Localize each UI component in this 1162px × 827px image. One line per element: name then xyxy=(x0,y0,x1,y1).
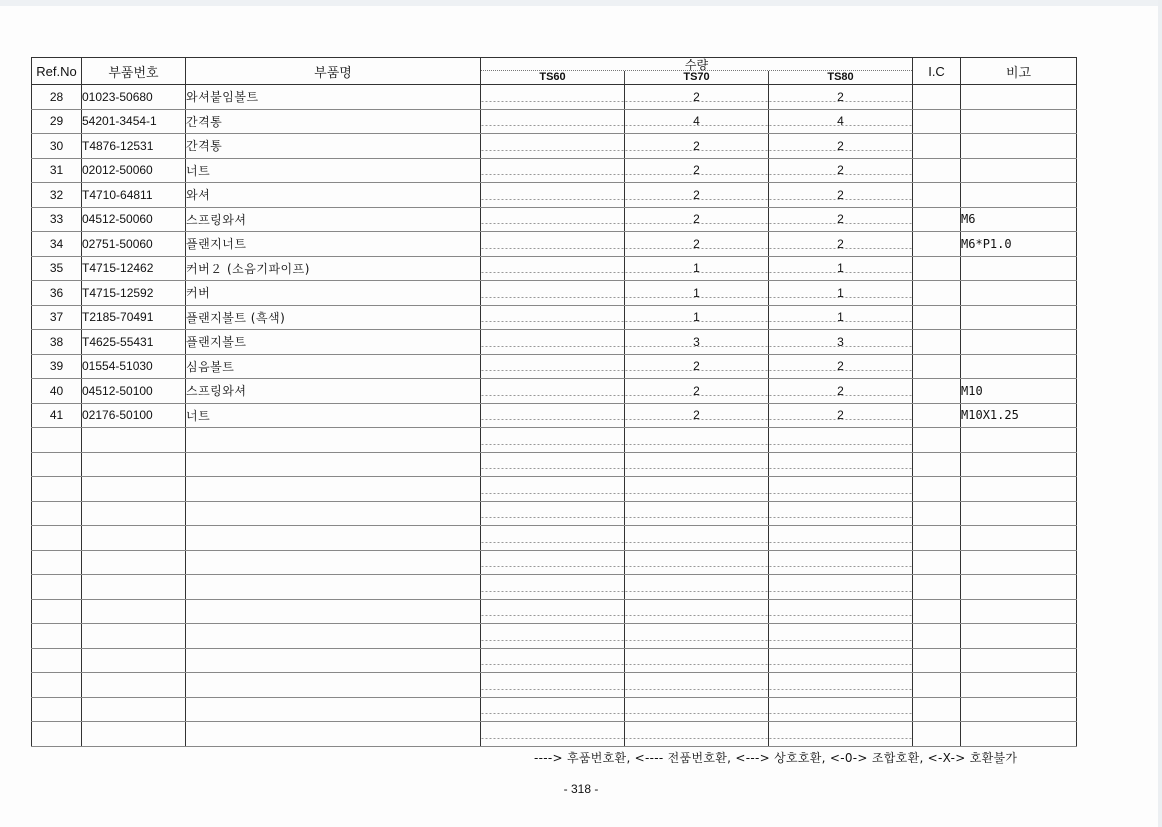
row-qty-ts70: 2 xyxy=(625,232,769,257)
row-part-name xyxy=(186,648,481,673)
table-row xyxy=(32,722,1077,747)
row-remark xyxy=(961,330,1077,355)
row-ref-no xyxy=(32,599,82,624)
row-ic xyxy=(913,330,961,355)
row-ic xyxy=(913,379,961,404)
row-ic xyxy=(913,575,961,600)
header-model-ts80: TS80 xyxy=(827,71,854,83)
row-qty-ts60 xyxy=(481,599,625,624)
scan-edge-top xyxy=(0,0,1162,6)
row-part-no: T4715-12592 xyxy=(82,281,186,306)
table-row xyxy=(32,575,1077,600)
row-ref-no: 38 xyxy=(32,330,82,355)
row-qty-ts60 xyxy=(481,109,625,134)
row-ref-no: 36 xyxy=(32,281,82,306)
row-ic xyxy=(913,526,961,551)
row-ic xyxy=(913,158,961,183)
row-ic xyxy=(913,673,961,698)
row-part-name: 심음볼트 xyxy=(186,354,481,379)
row-remark xyxy=(961,281,1077,306)
row-qty-ts80 xyxy=(769,428,913,453)
row-part-no xyxy=(82,722,186,747)
row-ref-no xyxy=(32,452,82,477)
row-qty-ts70: 2 xyxy=(625,134,769,159)
row-qty-ts70 xyxy=(625,624,769,649)
row-part-name xyxy=(186,575,481,600)
row-qty-ts60 xyxy=(481,428,625,453)
row-ic xyxy=(913,109,961,134)
row-part-no: T4710-64811 xyxy=(82,183,186,208)
row-ic xyxy=(913,599,961,624)
row-ref-no xyxy=(32,477,82,502)
row-qty-ts70 xyxy=(625,697,769,722)
row-part-name: 스프링와셔 xyxy=(186,379,481,404)
table-row xyxy=(32,85,1077,110)
row-qty-ts60 xyxy=(481,403,625,428)
row-qty-ts60 xyxy=(481,722,625,747)
row-remark xyxy=(961,501,1077,526)
row-qty-ts70 xyxy=(625,673,769,698)
row-ref-no: 39 xyxy=(32,354,82,379)
header-ic: I.C xyxy=(913,58,961,85)
row-qty-ts60 xyxy=(481,501,625,526)
row-ic xyxy=(913,550,961,575)
row-qty-ts80: 2 xyxy=(769,354,913,379)
table-row xyxy=(32,330,1077,355)
row-ref-no xyxy=(32,722,82,747)
row-part-name xyxy=(186,722,481,747)
row-part-no: 02751-50060 xyxy=(82,232,186,257)
row-ic xyxy=(913,403,961,428)
table-row xyxy=(32,403,1077,428)
row-qty-ts80 xyxy=(769,648,913,673)
row-qty-ts80: 3 xyxy=(769,330,913,355)
row-qty-ts60 xyxy=(481,85,625,110)
row-part-name xyxy=(186,526,481,551)
row-remark xyxy=(961,624,1077,649)
row-part-no xyxy=(82,575,186,600)
row-ref-no: 35 xyxy=(32,256,82,281)
row-remark xyxy=(961,697,1077,722)
row-part-name xyxy=(186,452,481,477)
row-part-no xyxy=(82,428,186,453)
row-qty-ts60 xyxy=(481,673,625,698)
table-row xyxy=(32,673,1077,698)
row-ref-no xyxy=(32,428,82,453)
row-remark xyxy=(961,452,1077,477)
row-qty-ts70: 2 xyxy=(625,183,769,208)
row-remark xyxy=(961,305,1077,330)
page-number: - 318 - xyxy=(563,782,599,796)
row-qty-ts60 xyxy=(481,305,625,330)
row-qty-ts70 xyxy=(625,550,769,575)
header-remarks: 비고 xyxy=(961,58,1077,85)
row-part-no xyxy=(82,452,186,477)
row-remark xyxy=(961,722,1077,747)
row-remark: M6*P1.0 xyxy=(961,232,1077,257)
row-qty-ts60 xyxy=(481,526,625,551)
row-qty-ts60 xyxy=(481,158,625,183)
row-qty-ts60 xyxy=(481,281,625,306)
row-part-no xyxy=(82,648,186,673)
table-row xyxy=(32,428,1077,453)
table-body xyxy=(32,85,1077,747)
row-qty-ts70 xyxy=(625,452,769,477)
row-ref-no xyxy=(32,575,82,600)
row-qty-ts70: 2 xyxy=(625,85,769,110)
table-row xyxy=(32,305,1077,330)
row-part-name xyxy=(186,428,481,453)
row-remark: M6 xyxy=(961,207,1077,232)
row-ref-no: 29 xyxy=(32,109,82,134)
row-ref-no xyxy=(32,624,82,649)
row-part-name: 플랜지볼트 (흑색) xyxy=(186,305,481,330)
row-qty-ts70 xyxy=(625,526,769,551)
row-qty-ts80 xyxy=(769,477,913,502)
row-qty-ts70 xyxy=(625,477,769,502)
row-ic xyxy=(913,477,961,502)
row-part-no xyxy=(82,477,186,502)
row-ic xyxy=(913,232,961,257)
row-qty-ts70: 2 xyxy=(625,403,769,428)
row-ic xyxy=(913,281,961,306)
row-qty-ts80 xyxy=(769,673,913,698)
row-part-no: 02176-50100 xyxy=(82,403,186,428)
row-part-name xyxy=(186,697,481,722)
row-ic xyxy=(913,452,961,477)
table-row xyxy=(32,134,1077,159)
table-row xyxy=(32,232,1077,257)
table-row xyxy=(32,624,1077,649)
row-part-name: 간격통 xyxy=(186,109,481,134)
row-ref-no: 34 xyxy=(32,232,82,257)
row-qty-ts70: 1 xyxy=(625,281,769,306)
row-qty-ts70 xyxy=(625,722,769,747)
row-ic xyxy=(913,207,961,232)
row-part-no: T2185-70491 xyxy=(82,305,186,330)
row-part-no: 01554-51030 xyxy=(82,354,186,379)
row-qty-ts70: 1 xyxy=(625,256,769,281)
row-qty-ts70: 2 xyxy=(625,207,769,232)
row-ref-no: 28 xyxy=(32,85,82,110)
table-row xyxy=(32,501,1077,526)
row-qty-ts80: 1 xyxy=(769,305,913,330)
table-row xyxy=(32,452,1077,477)
row-qty-ts60 xyxy=(481,477,625,502)
row-remark xyxy=(961,575,1077,600)
row-ic xyxy=(913,624,961,649)
row-part-name xyxy=(186,673,481,698)
row-qty-ts60 xyxy=(481,624,625,649)
row-qty-ts60 xyxy=(481,232,625,257)
table-row xyxy=(32,354,1077,379)
row-qty-ts80: 2 xyxy=(769,134,913,159)
row-qty-ts60 xyxy=(481,648,625,673)
row-part-no: 01023-50680 xyxy=(82,85,186,110)
row-ic xyxy=(913,256,961,281)
table-row xyxy=(32,256,1077,281)
table-row xyxy=(32,379,1077,404)
row-qty-ts80 xyxy=(769,501,913,526)
row-part-name: 너트 xyxy=(186,403,481,428)
row-remark xyxy=(961,256,1077,281)
row-part-name: 플랜지너트 xyxy=(186,232,481,257)
row-qty-ts80: 1 xyxy=(769,281,913,306)
row-ic xyxy=(913,648,961,673)
row-qty-ts70: 4 xyxy=(625,109,769,134)
row-part-no: 04512-50060 xyxy=(82,207,186,232)
table-row xyxy=(32,183,1077,208)
row-part-no xyxy=(82,501,186,526)
row-remark xyxy=(961,134,1077,159)
row-remark xyxy=(961,477,1077,502)
row-part-no xyxy=(82,526,186,551)
row-qty-ts60 xyxy=(481,354,625,379)
row-part-name xyxy=(186,624,481,649)
row-qty-ts70 xyxy=(625,599,769,624)
row-ref-no xyxy=(32,648,82,673)
row-ref-no: 31 xyxy=(32,158,82,183)
row-part-name: 플랜지볼트 xyxy=(186,330,481,355)
row-qty-ts80 xyxy=(769,452,913,477)
row-ref-no xyxy=(32,501,82,526)
row-part-name: 너트 xyxy=(186,158,481,183)
row-qty-ts80 xyxy=(769,526,913,551)
row-part-no xyxy=(82,624,186,649)
row-qty-ts80 xyxy=(769,624,913,649)
row-qty-ts80 xyxy=(769,722,913,747)
table-row xyxy=(32,109,1077,134)
row-qty-ts70 xyxy=(625,648,769,673)
row-part-no xyxy=(82,550,186,575)
row-qty-ts70 xyxy=(625,428,769,453)
row-ref-no: 41 xyxy=(32,403,82,428)
row-qty-ts70: 2 xyxy=(625,354,769,379)
row-qty-ts80: 2 xyxy=(769,85,913,110)
row-qty-ts80: 2 xyxy=(769,379,913,404)
row-remark xyxy=(961,648,1077,673)
row-qty-ts60 xyxy=(481,550,625,575)
row-ref-no xyxy=(32,526,82,551)
row-ref-no: 37 xyxy=(32,305,82,330)
row-qty-ts80 xyxy=(769,575,913,600)
row-part-no: T4715-12462 xyxy=(82,256,186,281)
row-ref-no: 30 xyxy=(32,134,82,159)
row-qty-ts80: 2 xyxy=(769,207,913,232)
row-remark xyxy=(961,599,1077,624)
row-part-name xyxy=(186,477,481,502)
row-part-no: T4876-12531 xyxy=(82,134,186,159)
table-row xyxy=(32,648,1077,673)
row-remark xyxy=(961,673,1077,698)
row-ref-no: 33 xyxy=(32,207,82,232)
row-part-name xyxy=(186,599,481,624)
table-row xyxy=(32,158,1077,183)
row-part-no: T4625-55431 xyxy=(82,330,186,355)
row-qty-ts60 xyxy=(481,134,625,159)
row-part-name: 와셔 xyxy=(186,183,481,208)
header-part-no: 부품번호 xyxy=(82,58,186,85)
row-part-name: 커버２ (소음기파이프) xyxy=(186,256,481,281)
row-ic xyxy=(913,428,961,453)
row-ref-no: 40 xyxy=(32,379,82,404)
table-row xyxy=(32,526,1077,551)
row-ref-no xyxy=(32,550,82,575)
row-qty-ts80: 2 xyxy=(769,403,913,428)
table-row xyxy=(32,281,1077,306)
parts-list-table xyxy=(31,57,1077,747)
row-remark xyxy=(961,183,1077,208)
row-part-no xyxy=(82,673,186,698)
row-qty-ts60 xyxy=(481,452,625,477)
row-part-no xyxy=(82,599,186,624)
row-ic xyxy=(913,501,961,526)
row-qty-ts70 xyxy=(625,575,769,600)
row-qty-ts80: 2 xyxy=(769,232,913,257)
row-remark xyxy=(961,428,1077,453)
row-remark xyxy=(961,526,1077,551)
row-part-name xyxy=(186,501,481,526)
row-ic xyxy=(913,85,961,110)
row-part-name: 간격통 xyxy=(186,134,481,159)
row-qty-ts70: 2 xyxy=(625,158,769,183)
row-qty-ts60 xyxy=(481,207,625,232)
header-model-ts60: TS60 xyxy=(481,71,625,84)
row-remark xyxy=(961,158,1077,183)
row-qty-ts60 xyxy=(481,256,625,281)
row-qty-ts70: 2 xyxy=(625,379,769,404)
row-ic xyxy=(913,697,961,722)
row-part-no: 02012-50060 xyxy=(82,158,186,183)
row-qty-ts80 xyxy=(769,550,913,575)
row-remark xyxy=(961,550,1077,575)
row-remark: M10 xyxy=(961,379,1077,404)
header-model-row xyxy=(481,70,912,84)
header-ref-no: Ref.No xyxy=(32,58,82,85)
row-part-name: 스프링와셔 xyxy=(186,207,481,232)
row-remark: M10X1.25 xyxy=(961,403,1077,428)
row-part-name: 커버 xyxy=(186,281,481,306)
row-qty-ts60 xyxy=(481,697,625,722)
row-qty-ts80: 2 xyxy=(769,183,913,208)
row-ic xyxy=(913,722,961,747)
header-quantity: 수량 xyxy=(684,58,709,72)
row-qty-ts80: 2 xyxy=(769,158,913,183)
row-qty-ts80 xyxy=(769,697,913,722)
row-ic xyxy=(913,354,961,379)
row-qty-ts80: 4 xyxy=(769,109,913,134)
interchangeability-legend: ----> 후품번호환, <---- 전품번호환, <---> 상호호환, <-0-> 조합호환, <-X-> 호환불가 xyxy=(534,751,1018,765)
row-remark xyxy=(961,354,1077,379)
row-remark xyxy=(961,109,1077,134)
row-qty-ts60 xyxy=(481,575,625,600)
header-model-ts70: TS70 xyxy=(625,71,769,84)
row-part-name xyxy=(186,550,481,575)
row-ic xyxy=(913,134,961,159)
header-quantity-group xyxy=(481,58,913,85)
row-qty-ts60 xyxy=(481,379,625,404)
scan-edge-right xyxy=(1158,0,1162,827)
row-part-no: 04512-50100 xyxy=(82,379,186,404)
row-qty-ts70: 1 xyxy=(625,305,769,330)
table-row xyxy=(32,477,1077,502)
row-qty-ts60 xyxy=(481,183,625,208)
row-remark xyxy=(961,85,1077,110)
table-row xyxy=(32,207,1077,232)
row-qty-ts80 xyxy=(769,599,913,624)
table-row xyxy=(32,550,1077,575)
row-ref-no xyxy=(32,697,82,722)
row-qty-ts70 xyxy=(625,501,769,526)
row-part-no xyxy=(82,697,186,722)
table-row xyxy=(32,599,1077,624)
table-row xyxy=(32,697,1077,722)
row-ref-no xyxy=(32,673,82,698)
row-part-name: 와셔붙임볼트 xyxy=(186,85,481,110)
row-ic xyxy=(913,305,961,330)
row-qty-ts80: 1 xyxy=(769,256,913,281)
row-part-no: 54201-3454-1 xyxy=(82,109,186,134)
row-qty-ts60 xyxy=(481,330,625,355)
table-header xyxy=(32,58,1077,85)
header-part-name: 부품명 xyxy=(186,58,481,85)
row-qty-ts70: 3 xyxy=(625,330,769,355)
row-ref-no: 32 xyxy=(32,183,82,208)
row-ic xyxy=(913,183,961,208)
